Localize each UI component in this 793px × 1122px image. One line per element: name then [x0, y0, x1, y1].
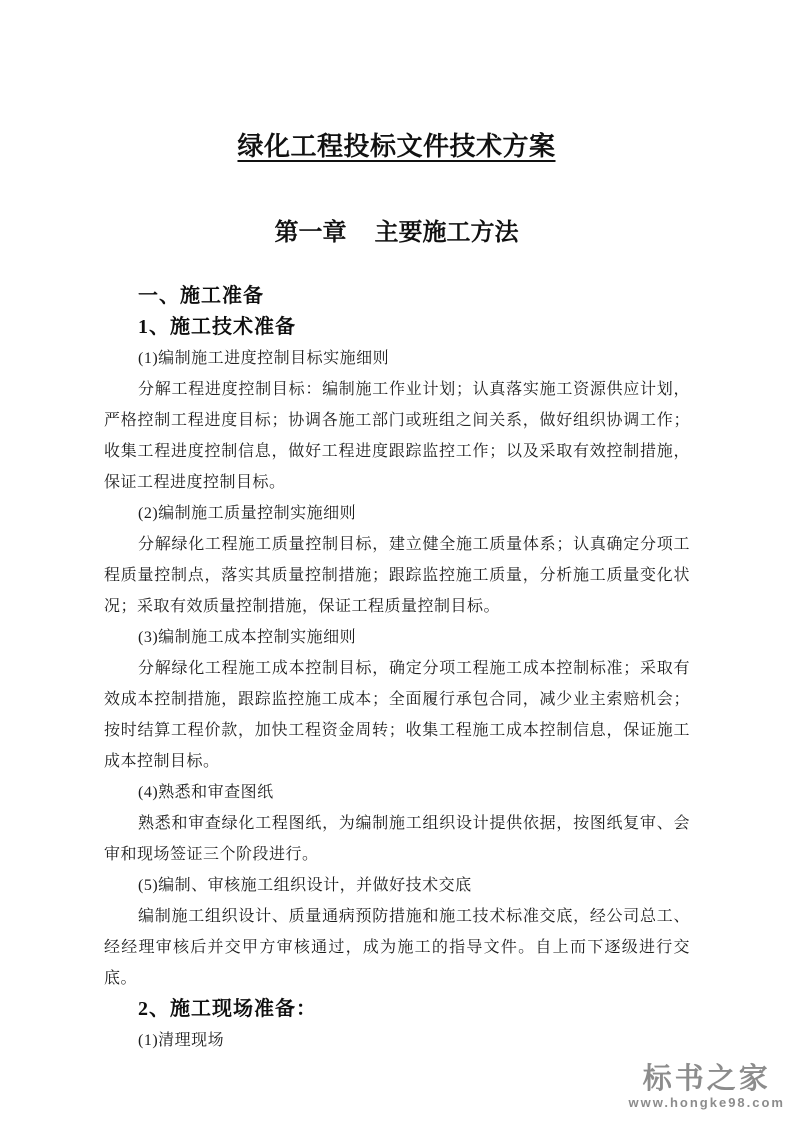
section-heading-construction-preparation: 一、施工准备	[138, 285, 264, 307]
body-paragraph: 分解绿化工程施工质量控制目标，建立健全施工质量体系；认真确定分项工程质量控制点，落实其质量控制措施；跟踪监控施工质量，分析施工质量变化状况；采取有效质量控制措施，保证工程质量控制目标。	[104, 536, 690, 615]
document-body	[104, 281, 690, 1056]
body-paragraph: 熟悉和审查绿化工程图纸，为编制施工组织设计提供依据，按图纸复审、会审和现场签证三个阶段进行。	[104, 815, 690, 863]
clause-item-4: (4)熟悉和审查图纸	[138, 784, 274, 801]
watermark-url: www.hongke98.com	[628, 1095, 785, 1110]
clause-item-5: (5)编制、审核施工组织设计，并做好技术交底	[138, 877, 472, 894]
watermark-brand-logo: 标书之家	[642, 1063, 771, 1095]
chapter-number: 第一章	[274, 220, 347, 246]
watermark	[629, 1064, 786, 1112]
subsection-heading-technical-preparation: 1、施工技术准备	[138, 316, 296, 338]
body-paragraph: 分解工程进度控制目标：编制施工作业计划；认真落实施工资源供应计划，严格控制工程进度目标；协调各施工部门或班组之间关系，做好组织协调工作；收集工程进度控制信息，做好工程进度跟踪监控工作；以及采取有效控制措施，保证工程进度控制目标。	[104, 381, 690, 491]
clause-item-site-clearing: (1)清理现场	[138, 1032, 225, 1049]
subsection-heading-site-preparation: 2、施工现场准备：	[138, 998, 317, 1020]
body-paragraph: 分解绿化工程施工成本控制目标，确定分项工程施工成本控制标准；采取有效成本控制措施，跟踪监控施工成本；全面履行承包合同，减少业主索赔机会；按时结算工程价款，加快工程资金周转；收集工程施工成本控制信息，保证施工成本控制目标。	[104, 660, 690, 770]
body-paragraph: 编制施工组织设计、质量通病预防措施和施工技术标准交底，经公司总工、经经理审核后并交甲方审核通过，成为施工的指导文件。自上而下逐级进行交底。	[104, 908, 690, 987]
clause-item-3: (3)编制施工成本控制实施细则	[138, 629, 357, 646]
clause-item-2: (2)编制施工质量控制实施细则	[138, 505, 357, 522]
chapter-title: 主要施工方法	[374, 220, 519, 246]
chapter-heading	[0, 212, 793, 247]
document-title: 绿化工程投标文件技术方案	[237, 132, 556, 161]
clause-item-1: (1)编制施工进度控制目标实施细则	[138, 350, 390, 367]
